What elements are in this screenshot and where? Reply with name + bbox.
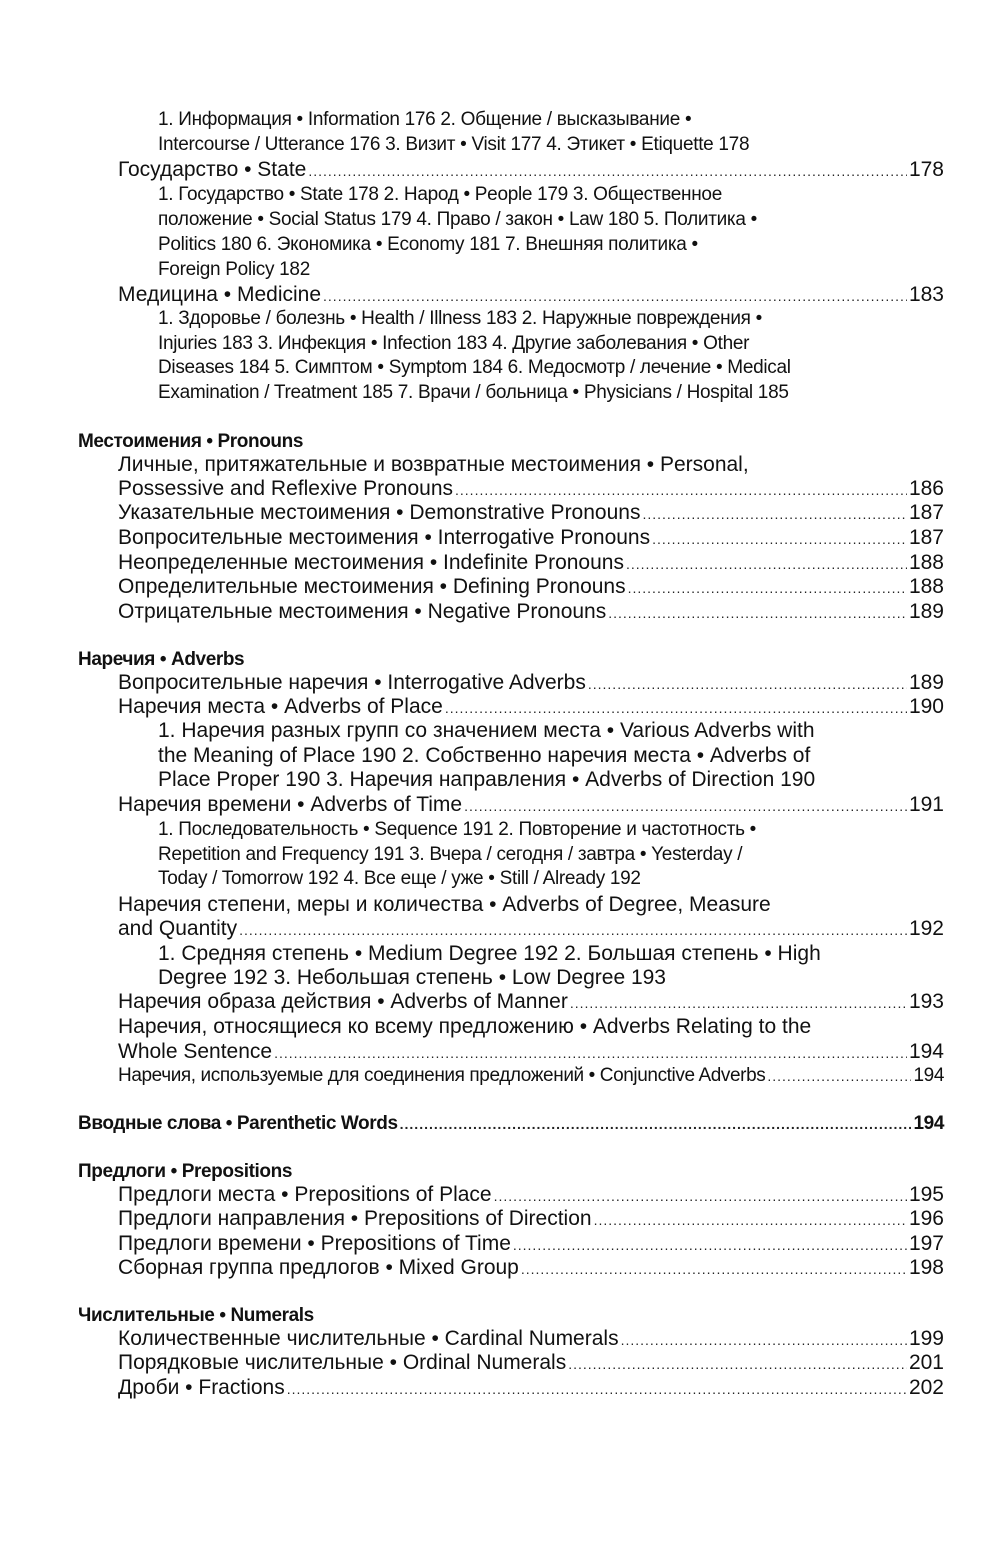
leader-dots (494, 1184, 907, 1208)
toc-entry-state[interactable] (118, 158, 944, 183)
subitems-line: 1. Наречия разных групп со значением места • Various Adverbs with (158, 719, 815, 742)
entry-title: Медицина • Medicine (118, 283, 322, 306)
page-number: 190 (908, 695, 944, 718)
page-number: 188 (908, 575, 944, 598)
entry-title: Вопросительные местоимения • Interrogative Pronouns (118, 526, 651, 549)
toc-entry[interactable] (118, 1256, 944, 1281)
leader-dots (308, 159, 907, 183)
leader-dots (274, 1041, 907, 1065)
entry-title: Указательные местоимения • Demonstrative Pronouns (118, 501, 641, 524)
toc-entry[interactable] (118, 551, 944, 576)
page-number: 193 (908, 990, 944, 1013)
leader-dots (445, 696, 907, 720)
subitems-line: the Meaning of Place 190 2. Собственно наречия места • Adverbs of (158, 744, 811, 767)
subitems-line: 1. Государство • State 178 2. Народ • People 179 3. Общественное (158, 184, 722, 205)
entry-title: Предлоги места • Prepositions of Place (118, 1183, 492, 1206)
leader-dots (513, 1233, 907, 1257)
entry-title: Неопределенные местоимения • Indefinite Pronouns (118, 551, 624, 574)
entry-title: Possessive and Reflexive Pronouns (118, 477, 454, 500)
page-number: 197 (908, 1232, 944, 1255)
toc-entry[interactable] (118, 1064, 944, 1088)
leader-dots (626, 552, 907, 576)
entry-title: Предлоги времени • Prepositions of Time (118, 1232, 511, 1255)
page-number: 191 (908, 793, 944, 816)
leader-dots (588, 672, 907, 696)
section-heading-pronouns[interactable]: Местоимения • Pronouns (78, 431, 303, 452)
section-heading-adverbs[interactable]: Наречия • Adverbs (78, 649, 245, 670)
entry-title: and Quantity (118, 917, 238, 940)
toc-entry-medicine[interactable] (118, 283, 944, 308)
toc-entry[interactable] (118, 575, 944, 600)
leader-dots (400, 1112, 912, 1136)
leader-dots (287, 1377, 907, 1401)
toc-entry[interactable] (118, 1351, 944, 1376)
entry-title: Определительные местоимения • Defining Pronouns (118, 575, 626, 598)
page-number: 198 (908, 1256, 944, 1279)
subitems-line: 1. Информация • Information 176 2. Общение / высказывание • (158, 109, 692, 130)
page-number: 186 (908, 477, 944, 500)
leader-dots (455, 478, 907, 502)
toc-entry[interactable] (118, 1183, 944, 1208)
leader-dots (594, 1208, 907, 1232)
entry-line: Наречия степени, меры и количества • Adverbs of Degree, Measure (118, 893, 771, 916)
entry-title: Наречия образа действия • Adverbs of Manner (118, 990, 568, 1013)
subitems-line: Degree 192 3. Небольшая степень • Low Degree 193 (158, 966, 666, 989)
entry-title: Whole Sentence (118, 1040, 273, 1063)
entry-title: Порядковые числительные • Ordinal Numerals (118, 1351, 567, 1374)
entry-line: Личные, притяжательные и возвратные местоимения • Personal, (118, 453, 749, 476)
page-number: 187 (908, 501, 944, 524)
toc-entry-parenthetic[interactable] (78, 1112, 944, 1136)
page-number: 192 (908, 917, 944, 940)
toc-entry[interactable] (118, 600, 944, 625)
section-heading-numerals[interactable]: Числительные • Numerals (78, 1305, 314, 1326)
toc-entry[interactable] (118, 526, 944, 551)
page-number: 178 (908, 158, 944, 181)
page-number: 189 (908, 600, 944, 623)
entry-title: Наречия времени • Adverbs of Time (118, 793, 463, 816)
toc-entry[interactable] (118, 793, 944, 818)
leader-dots (239, 918, 907, 942)
entry-line: Наречия, относящиеся ко всему предложению • Adverbs Relating to the (118, 1015, 812, 1038)
subitems-line: Repetition and Frequency 191 3. Вчера / сегодня / завтра • Yesterday / (158, 844, 743, 865)
entry-title: Наречия, используемые для соединения предложений • Conjunctive Adverbs (118, 1065, 766, 1086)
leader-dots (464, 794, 907, 818)
leader-dots (608, 601, 907, 625)
leader-dots (652, 527, 907, 551)
entry-title: Предлоги направления • Prepositions of Direction (118, 1207, 592, 1230)
page-number: 187 (908, 526, 944, 549)
toc-entry[interactable] (118, 477, 944, 502)
page-number: 188 (908, 551, 944, 574)
entry-title: Дроби • Fractions (118, 1376, 285, 1399)
page-number: 194 (913, 1113, 944, 1134)
page-number: 194 (908, 1040, 944, 1063)
subitems-line: 1. Последовательность • Sequence 191 2. Повторение и частотность • (158, 819, 757, 840)
toc-entry[interactable] (118, 1376, 944, 1401)
subitems-line: Foreign Policy 182 (158, 259, 310, 280)
leader-dots (767, 1064, 911, 1088)
toc-entry[interactable] (118, 1207, 944, 1232)
leader-dots (568, 1352, 907, 1376)
page-number: 189 (908, 671, 944, 694)
subitems-line: Place Proper 190 3. Наречия направления • Adverbs of Direction 190 (158, 768, 816, 791)
entry-title: Наречия места • Adverbs of Place (118, 695, 443, 718)
toc-entry[interactable] (118, 990, 944, 1015)
page-number: 194 (913, 1065, 944, 1086)
subitems-line: Diseases 184 5. Симптом • Symptom 184 6. Медосмотр / лечение • Medical (158, 357, 791, 378)
entry-title: Количественные числительные • Cardinal Numerals (118, 1327, 619, 1350)
leader-dots (570, 991, 907, 1015)
page-number: 196 (908, 1207, 944, 1230)
subitems-line: Politics 180 6. Экономика • Economy 181 7. Внешняя политика • (158, 234, 698, 255)
subitems-line: Today / Tomorrow 192 4. Все еще / уже • Still / Already 192 (158, 868, 641, 889)
leader-dots (521, 1257, 907, 1281)
entry-title: Отрицательные местоимения • Negative Pronouns (118, 600, 607, 623)
toc-entry[interactable] (118, 917, 944, 942)
entry-title: Вопросительные наречия • Interrogative Adverbs (118, 671, 586, 694)
leader-dots (621, 1328, 907, 1352)
leader-dots (323, 284, 907, 308)
toc-entry[interactable] (118, 1232, 944, 1257)
page-number: 195 (908, 1183, 944, 1206)
entry-title: Вводные слова • Parenthetic Words (78, 1113, 398, 1134)
section-heading-prepositions[interactable]: Предлоги • Prepositions (78, 1161, 292, 1182)
subitems-line: Injuries 183 3. Инфекция • Infection 183 4. Другие заболевания • Other (158, 333, 750, 354)
entry-title: Государство • State (118, 158, 307, 181)
toc-entry[interactable] (118, 671, 944, 696)
subitems-line: положение • Social Status 179 4. Право / закон • Law 180 5. Политика • (158, 209, 757, 230)
subitems-line: 1. Здоровье / болезнь • Health / Illness 183 2. Наружные повреждения • (158, 308, 762, 329)
page-number: 183 (908, 283, 944, 306)
page-number: 199 (908, 1327, 944, 1350)
toc-entry[interactable] (118, 1327, 944, 1352)
subitems-line: 1. Средняя степень • Medium Degree 192 2. Большая степень • High (158, 942, 821, 965)
subitems-line: Examination / Treatment 185 7. Врачи / больница • Physicians / Hospital 185 (158, 382, 789, 403)
toc-entry[interactable] (118, 1040, 944, 1065)
subitems-line: Intercourse / Utterance 176 3. Визит • Visit 177 4. Этикет • Etiquette 178 (158, 134, 750, 155)
leader-dots (628, 576, 907, 600)
page-number: 201 (908, 1351, 944, 1374)
entry-title: Сборная группа предлогов • Mixed Group (118, 1256, 519, 1279)
toc-entry[interactable] (118, 501, 944, 526)
page-number: 202 (908, 1376, 944, 1399)
toc-entry[interactable] (118, 695, 944, 720)
leader-dots (642, 502, 906, 526)
